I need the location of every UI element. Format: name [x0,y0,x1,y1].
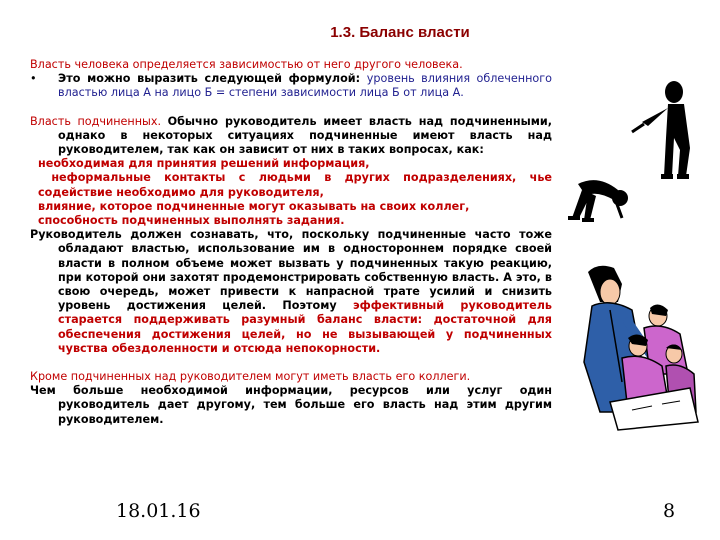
list-item: влияние, которое подчиненные могут оказывать на своих коллег, [38,199,470,213]
manager-text: Руководитель должен сознавать, что, поскольку подчиненные часто тоже обладают властью, использование им в одностороннем порядке своей власти в полном объеме может вызвать у подчиненных такую реакцию, при которой они захотят продемонстрировать собственную власть. А это, в свою очередь, может привести к напрасной трате усилий и снизить уровень достижения целей. Поэтому [30,228,552,313]
subordinates-text: Обычно руководитель имеет власть над подчиненными, однако в некоторых ситуациях подчиненные имеют власть над руководителем, так как он зависит от них в таких вопросах, как: [58,114,552,157]
formula-text: уровень влияния облеченного властью лица А на лицо Б = степени зависимости лица Б от лица А. [58,72,552,100]
meeting-group-icon [570,262,700,432]
footer-date: 18.01.16 [116,500,201,522]
formula-paragraph [30,72,552,100]
bullet-dot: • [30,72,37,86]
formula-lead: Это можно выразить следующей формулой: [58,72,367,86]
list-item: неформальные контакты с людьми в других подразделениях, чье содействие необходимо для руководителя, [38,171,552,199]
slide-title: 1.3. Баланс власти [330,24,470,41]
list-item: способность подчиненных выполнять задания. [38,214,345,228]
subordinates-heading: Власть подчиненных. [30,114,168,128]
colleagues-paragraph: Кроме подчиненных над руководителем могут иметь власть его коллеги. [30,370,471,384]
manager-paragraph [30,228,552,356]
subordinates-paragraph [30,115,552,158]
list-item: необходимая для принятия решений информация, [38,157,370,171]
manager-effective-text: эффективный руководитель старается поддерживать разумный баланс власти: достаточной для обеспечения достижения целей, но не вызывающей у подчиненных чувства обездоленности и отсюда непокорности. [58,299,552,355]
boss-and-bowing-person-icon [568,78,708,238]
final-paragraph: Чем больше необходимой информации, ресурсов или услуг один руководитель дает другому, тем больше его власть над этим другим руководителем. [30,384,552,426]
page-number: 8 [663,500,676,522]
slide-body [30,58,552,427]
intro-paragraph: Власть человека определяется зависимостью от него другого человека. [30,58,463,71]
